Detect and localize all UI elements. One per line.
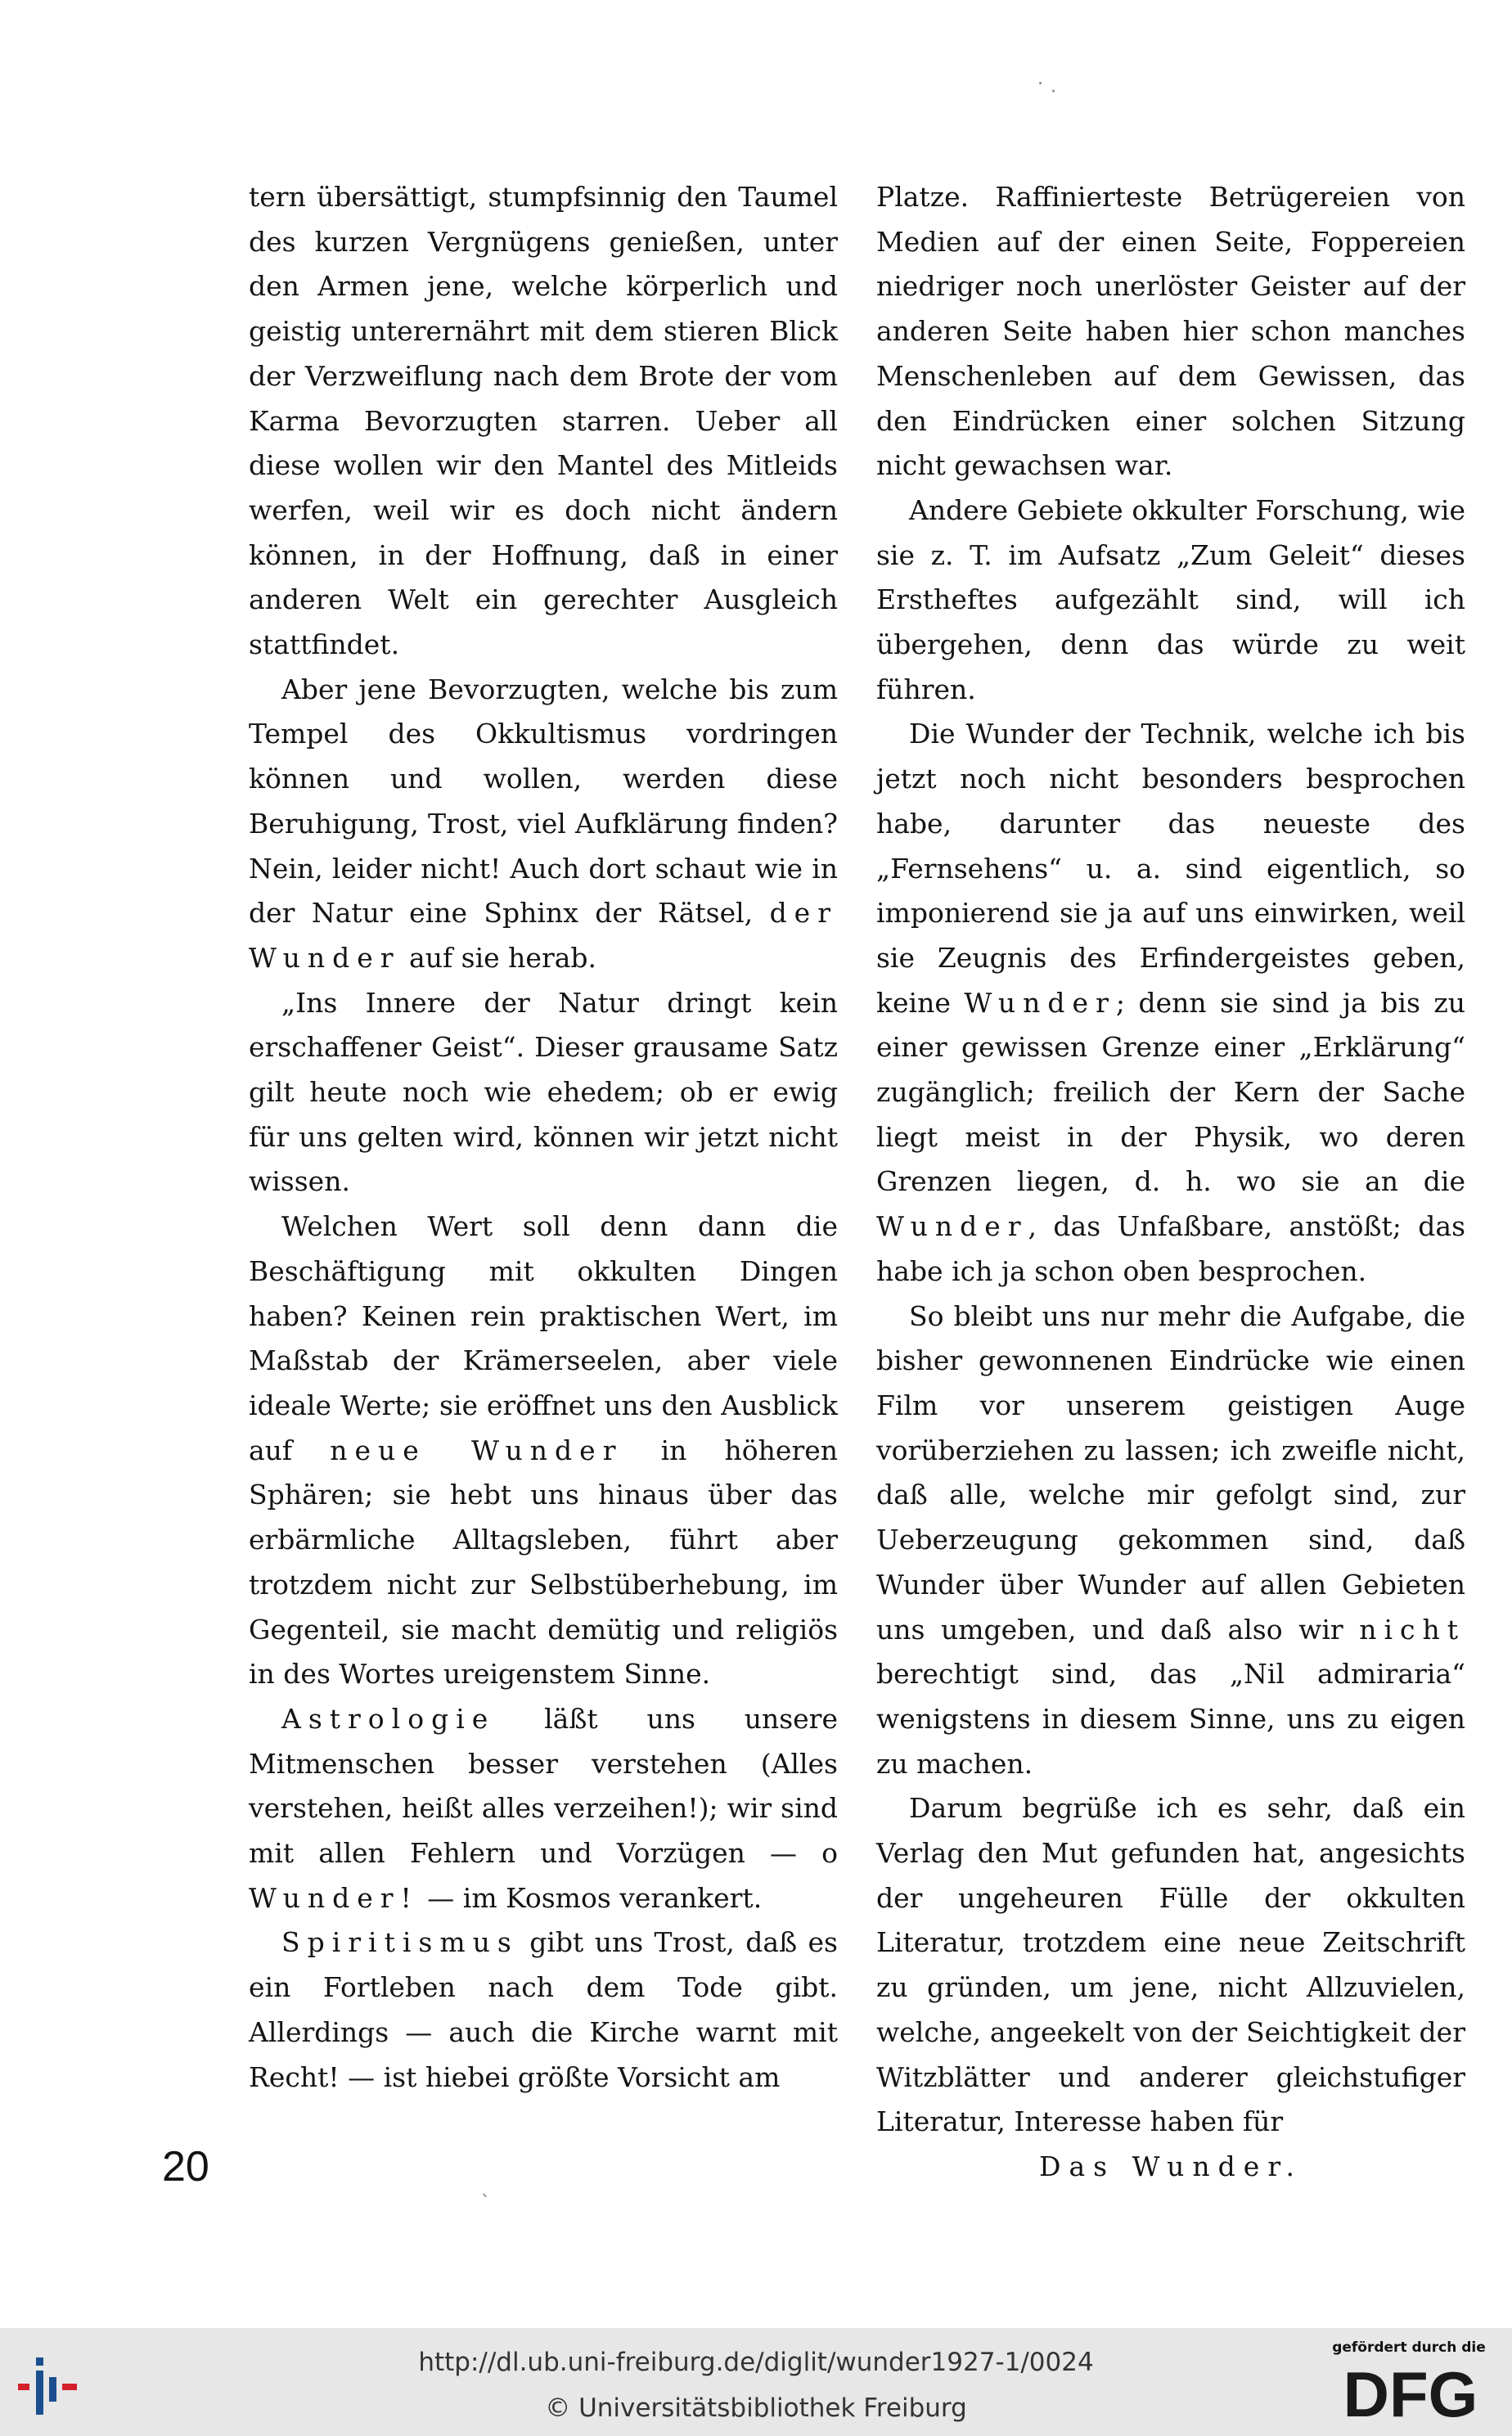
paragraph-text: Andere Gebiete okkulter Forschung, wie sie z. T. im Aufsatz „Zum Geleit“ dieses Erstheftes aufgezählt sind, will ich übergehen, denn das würde zu weit führen. — [876, 493, 1465, 705]
scan-speck: ` — [481, 2193, 490, 2213]
paragraph-text: — im Kosmos verankert. — [418, 1881, 763, 1914]
paragraph-text: Aber jene Bevorzugten, welche bis zum Tempel des Okkultismus vordringen können und wollen, werden diese Beruhigung, Trost, viel Aufklärung finden? Nein, leider nicht! Auch dort schaut wie in der Natur eine Sphinx der Rätsel, — [249, 673, 838, 930]
text-column-left — [249, 175, 838, 2100]
right_column-paragraph — [876, 712, 1465, 1294]
emphasized-text: Wunder — [876, 1210, 1028, 1243]
paragraph-text: So bleibt uns nur mehr die Aufgabe, die bisher gewonnenen Eindrücke wie einen Film vor unserem geistigen Auge vorüberziehen zu lassen; ich zweifle nicht, daß alle, welche mir gefolgt sind, zur Ueberzeugung gekommen sind, daß Wunder über Wunder auf allen Gebieten uns umgeben, und daß also wir — [876, 1299, 1465, 1646]
left_column-paragraph — [249, 981, 838, 1205]
left_column-paragraph — [249, 1697, 838, 1921]
left_column-paragraph — [249, 1204, 838, 1697]
left_column-paragraph — [249, 668, 838, 981]
paragraph-text: gibt uns Trost, daß es ein Fortleben nach dem Tode gibt. Allerdings — auch die Kirche warnt mit Recht! — ist hiebei größte Vorsicht am — [249, 1926, 838, 2093]
paragraph-text: , das Unfaßbare, anstößt; das habe ich ja schon oben besprochen. — [876, 1210, 1465, 1287]
paragraph-text: in höheren Sphären; sie hebt uns hinaus über das erbärmliche Alltagsleben, führt aber trotzdem nicht zur Selbstüberhebung, im Gegenteil, sie macht demütig und religiös in des Wortes ureigenstem Sinne. — [249, 1434, 838, 1691]
paragraph-text: tern übersättigt, stumpfsinnig den Taumel des kurzen Vergnügens genießen, unter den Armen jene, welche körperlich und geistig unterernährt mit dem stieren Blick der Verzweiflung nach dem Brote der vom Karma Bevorzugten starren. Ueber all diese wollen wir den Mantel des Mitleids werfen, weil wir es doch nicht ändern können, in der Hoffnung, daß in einer anderen Welt ein gerechter Ausgleich stattfindet. — [249, 181, 838, 661]
emphasized-text: Spiritismus — [281, 1926, 519, 1959]
emphasized-text: nicht — [1359, 1613, 1465, 1646]
dfg-caption: gefördert durch die — [1332, 2339, 1486, 2356]
emphasized-text: Astrologie — [281, 1702, 496, 1735]
page-number: 20 — [162, 2143, 209, 2191]
emphasized-text: Wunder! — [249, 1881, 419, 1914]
scan-speck: · — [1051, 82, 1056, 102]
emphasized-text: neue Wunder — [330, 1434, 623, 1466]
emphasized-text: der Wunder — [249, 897, 838, 974]
paragraph-text: auf sie herab. — [400, 941, 597, 974]
right_column-paragraph — [876, 175, 1465, 489]
text-column-right — [876, 175, 1465, 2190]
paragraph-text: ; denn sie sind ja bis zu einer gewissen Grenze einer „Erklärung“ zugänglich; freilich der Kern der Sache liegt meist in der Physik, wo deren Grenzen liegen, d. h. wo sie an die — [876, 986, 1466, 1198]
dfg-logo-mark — [1337, 2361, 1484, 2425]
right_column-paragraph — [876, 489, 1465, 713]
paragraph-text: berechtigt sind, das „Nil admiraria“ wenigstens in diesem Sinne, uns zu eigen zu machen. — [876, 1658, 1465, 1780]
emphasized-text: Wunder — [964, 986, 1116, 1019]
signoff: Das Wunder. — [1039, 2150, 1303, 2182]
permalink-url[interactable]: http://dl.ub.uni-freiburg.de/diglit/wunder1927-1/0024 — [418, 2348, 1094, 2377]
footer-bar — [0, 2328, 1512, 2436]
left_column-paragraph — [249, 1920, 838, 2100]
right_column-paragraph — [876, 1295, 1465, 1787]
paragraph-text: Darum begrüße ich es sehr, daß ein Verlag den Mut gefunden hat, angesichts der ungeheuren Fülle der okkulten Literatur, trotzdem eine neue Zeitschrift zu gründen, um jene, nicht Allzuvielen, welche, angeekelt von der Seichtigkeit der Witzblätter und anderer gleichstufiger Literatur, Interesse haben für — [876, 1792, 1465, 2138]
paragraph-text: Welchen Wert soll denn dann die Beschäftigung mit okkulten Dingen haben? Keinen rein praktischen Wert, im Maßstab der Krämerseelen, aber viele ideale Werte; sie eröffnet uns den Ausblick auf — [249, 1210, 838, 1466]
right-column-paragraphs — [876, 175, 1465, 2145]
paragraph-text: Die Wunder der Technik, welche ich bis jetzt noch nicht besonders besprochen habe, darunter das neueste des „Fernsehens“ u. a. sind eigentlich, so imponierend sie ja auf uns einwirken, weil sie Zeugnis des Erfindergeistes geben, keine — [876, 718, 1465, 1019]
copyright-notice: © Universitätsbibliothek Freiburg — [545, 2393, 967, 2423]
scan-speck: . — [1037, 69, 1043, 89]
paragraph-text: „Ins Innere der Natur dringt kein erschaffener Geist“. Dieser grausame Satz gilt heute noch wie ehedem; ob er ewig für uns gelten wird, können wir jetzt nicht wissen. — [249, 986, 838, 1198]
dfg-letters: DFG — [1343, 2361, 1478, 2425]
dfg-logo-icon[interactable] — [1319, 2339, 1499, 2429]
paragraph-text: Platze. Raffinierteste Betrügereien von Medien auf der einen Seite, Foppereien niedriger noch unerlöster Geister auf der anderen Seite haben hier schon manches Menschenleben auf dem Gewissen, das den Eindrücken einer solchen Sitzung nicht gewachsen war. — [876, 181, 1465, 482]
paragraph-text: läßt uns unsere Mitmenschen besser verstehen (Alles verstehen, heißt alles verzeihen!); wir sind mit allen Fehlern und Vorzügen — o — [249, 1702, 838, 1870]
right_column-paragraph — [876, 1786, 1465, 2145]
left_column-paragraph — [249, 175, 838, 668]
